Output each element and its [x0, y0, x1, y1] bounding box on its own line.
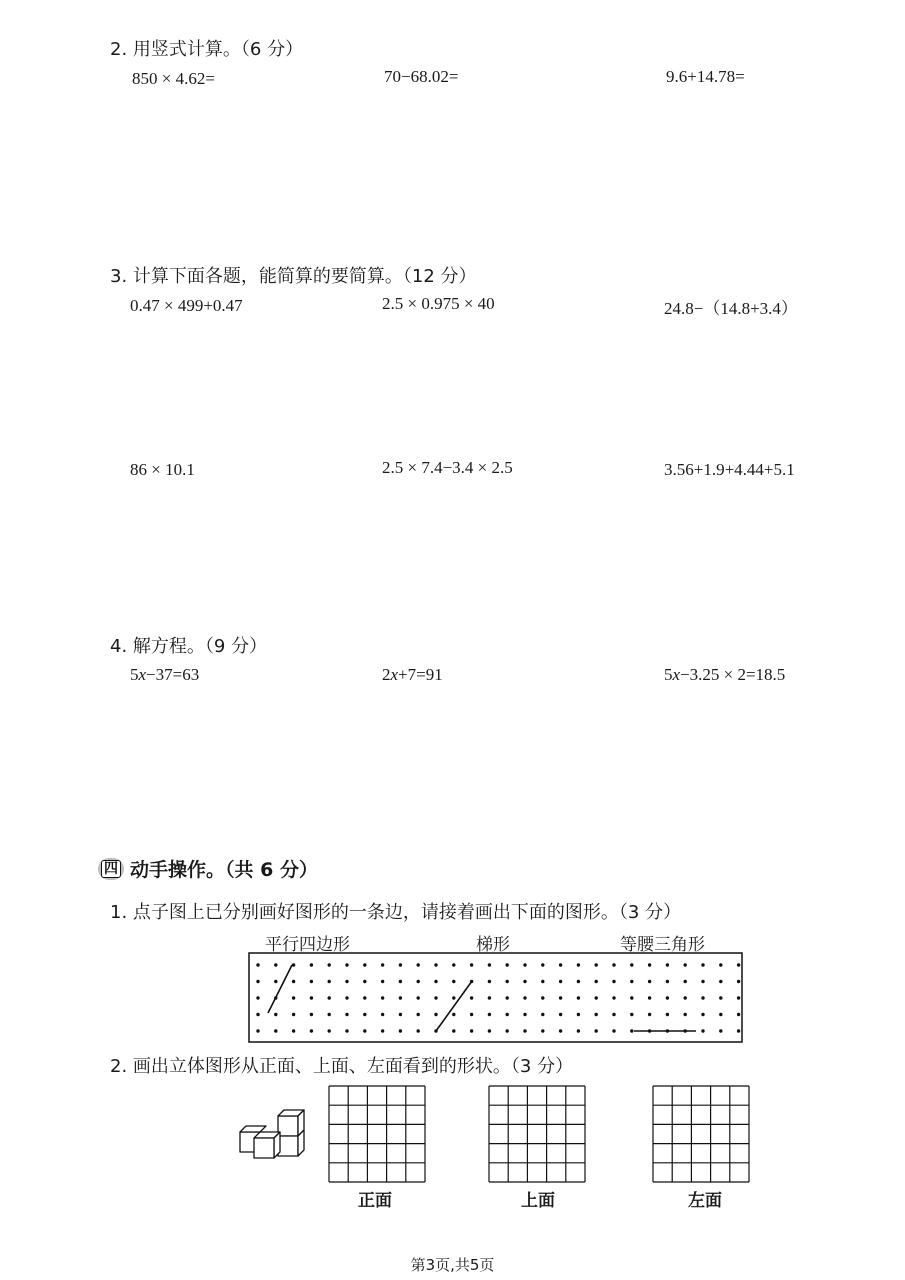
label-front-view: 正面	[358, 1191, 392, 1211]
q4-eq-1-pre: 5	[130, 665, 139, 684]
grid-dot	[310, 1013, 313, 1016]
grid-dot	[666, 1013, 669, 1016]
q3-expr-1: 0.47 × 499+0.47	[130, 296, 243, 315]
dot-grid[interactable]	[248, 952, 744, 1044]
grid-dot	[666, 996, 669, 999]
grid-dot	[612, 980, 615, 983]
grid-dot	[274, 980, 277, 983]
grid-dot	[292, 963, 295, 966]
grid-dot	[523, 980, 526, 983]
grid-top-view[interactable]	[488, 1085, 586, 1183]
grid-dot	[417, 1029, 420, 1032]
grid-dot	[523, 996, 526, 999]
grid-dot	[417, 980, 420, 983]
grid-dot	[399, 1029, 402, 1032]
grid-dot	[648, 963, 651, 966]
q3-expr-6: 3.56+1.9+4.44+5.1	[664, 460, 795, 479]
label-isosceles-triangle: 等腰三角形	[620, 935, 705, 955]
grid-dot	[612, 1013, 615, 1016]
label-parallelogram: 平行四边形	[265, 935, 350, 955]
grid-dot	[256, 1029, 259, 1032]
grid-dot	[256, 980, 259, 983]
grid-dot	[399, 963, 402, 966]
grid-dot	[559, 963, 562, 966]
grid-dot	[541, 996, 544, 999]
q4-eq-1	[130, 665, 199, 685]
grid-dot	[434, 963, 437, 966]
grid-dot	[470, 996, 473, 999]
grid-dot	[434, 996, 437, 999]
grid-dot	[256, 1013, 259, 1016]
op1-title: 1. 点子图上已分别画好图形的一条边，请接着画出下面的图形。（3 分）	[110, 902, 682, 923]
q2-expr-2: 70−68.02=	[384, 67, 459, 86]
grid-dot	[345, 963, 348, 966]
grid-dot	[666, 963, 669, 966]
dot-grid-dots	[256, 963, 740, 1032]
q4-title: 4. 解方程。（9 分）	[110, 636, 268, 657]
grid-dot	[684, 1013, 687, 1016]
q2-title: 2. 用竖式计算。（6 分）	[110, 39, 304, 60]
grid-dot	[523, 1013, 526, 1016]
grid-dot	[292, 1029, 295, 1032]
grid-dot	[381, 980, 384, 983]
grid-dot	[595, 1029, 598, 1032]
grid-dot	[630, 980, 633, 983]
q3-expr-2: 2.5 × 0.975 × 40	[382, 294, 495, 313]
grid-dot	[648, 1013, 651, 1016]
grid-dot	[719, 1029, 722, 1032]
grid-dot	[256, 963, 259, 966]
section-number-badge	[98, 858, 124, 880]
q4-eq-3-pre: 5	[664, 665, 673, 684]
grid-dot	[684, 963, 687, 966]
given-edge-parallelogram	[268, 965, 292, 1013]
label-trapezoid: 梯形	[476, 935, 510, 955]
grid-dot	[381, 996, 384, 999]
grid-dot	[363, 1013, 366, 1016]
grid-dot	[559, 1013, 562, 1016]
q4-eq-1-var: x	[138, 665, 147, 684]
grid-dot	[737, 980, 740, 983]
q3-expr-4: 86 × 10.1	[130, 460, 195, 479]
grid-dot	[292, 1013, 295, 1016]
grid-dot	[701, 1013, 704, 1016]
grid-dot	[274, 963, 277, 966]
grid-dot	[434, 1013, 437, 1016]
grid-dot	[345, 996, 348, 999]
grid-dot	[630, 1013, 633, 1016]
grid-dot	[488, 1013, 491, 1016]
grid-dot	[648, 996, 651, 999]
grid-dot	[363, 996, 366, 999]
grid-dot	[381, 1029, 384, 1032]
grid-dot	[541, 980, 544, 983]
grid-dot	[470, 1013, 473, 1016]
grid-dot	[595, 963, 598, 966]
grid-dot	[417, 1013, 420, 1016]
grid-dot	[488, 1029, 491, 1032]
q4-eq-3-post: −3.25 × 2=18.5	[680, 665, 786, 684]
grid-dot	[577, 1029, 580, 1032]
grid-dot	[719, 1013, 722, 1016]
section-4-heading	[98, 855, 318, 882]
grid-dot	[292, 980, 295, 983]
grid-dot	[541, 963, 544, 966]
grid-dot	[612, 963, 615, 966]
grid-dot	[541, 1029, 544, 1032]
grid-dot	[523, 963, 526, 966]
grid-dot	[452, 963, 455, 966]
grid-dot	[328, 980, 331, 983]
grid-dot	[684, 996, 687, 999]
grid-dot	[648, 980, 651, 983]
grid-dot	[577, 1013, 580, 1016]
grid-dot	[328, 1029, 331, 1032]
grid-dot	[488, 980, 491, 983]
q4-eq-2-pre: 2	[382, 665, 391, 684]
grid-dot	[417, 963, 420, 966]
grid-left-view[interactable]	[652, 1085, 750, 1183]
grid-dot	[701, 996, 704, 999]
q3-expr-5: 2.5 × 7.4−3.4 × 2.5	[382, 458, 513, 477]
grid-dot	[737, 1013, 740, 1016]
grid-dot	[328, 963, 331, 966]
grid-dot	[737, 1029, 740, 1032]
grid-dot	[701, 1029, 704, 1032]
grid-dot	[452, 980, 455, 983]
cube-stack-figure	[240, 1105, 304, 1185]
section-number-text: 四	[101, 860, 121, 878]
grid-dot	[737, 996, 740, 999]
grid-dot	[328, 996, 331, 999]
section-4-title: 动手操作。（共 6 分）	[130, 859, 318, 881]
grid-dot	[719, 996, 722, 999]
grid-dot	[506, 1013, 509, 1016]
label-left-view: 左面	[688, 1191, 722, 1211]
grid-dot	[488, 963, 491, 966]
grid-dot	[417, 996, 420, 999]
q3-title: 3. 计算下面各题，能简算的要简算。（12 分）	[110, 266, 477, 287]
q4-eq-2-var: x	[390, 665, 399, 684]
grid-dot	[523, 1029, 526, 1032]
grid-dot	[363, 963, 366, 966]
grid-dot	[310, 980, 313, 983]
q4-eq-2-post: +7=91	[398, 665, 443, 684]
grid-dot	[737, 963, 740, 966]
grid-dot	[310, 963, 313, 966]
grid-dot	[506, 980, 509, 983]
grid-dot	[470, 1029, 473, 1032]
grid-dot	[488, 996, 491, 999]
grid-dot	[577, 980, 580, 983]
grid-dot	[559, 996, 562, 999]
grid-dot	[612, 996, 615, 999]
grid-dot	[506, 996, 509, 999]
grid-dot	[559, 1029, 562, 1032]
page-footer: 第3页,共5页	[410, 1256, 495, 1274]
grid-dot	[701, 980, 704, 983]
grid-dot	[399, 980, 402, 983]
cube-back-right-front	[278, 1136, 298, 1156]
cube-top-front	[278, 1116, 298, 1136]
cube-back-left-top	[240, 1126, 266, 1132]
grid-dot	[506, 963, 509, 966]
grid-dot	[310, 996, 313, 999]
grid-dot	[363, 980, 366, 983]
grid-dot	[470, 963, 473, 966]
grid-dot	[506, 1029, 509, 1032]
grid-dot	[630, 1029, 633, 1032]
grid-dot	[345, 980, 348, 983]
grid-dot	[434, 980, 437, 983]
grid-dot	[630, 996, 633, 999]
q4-eq-3-var: x	[672, 665, 681, 684]
grid-dot	[345, 1013, 348, 1016]
grid-dot	[559, 980, 562, 983]
grid-dot	[381, 1013, 384, 1016]
cube-front-front	[254, 1138, 274, 1158]
grid-dot	[310, 1029, 313, 1032]
grid-dot	[719, 980, 722, 983]
grid-dot	[363, 1029, 366, 1032]
op2-title: 2. 画出立体图形从正面、上面、左面看到的形状。（3 分）	[110, 1056, 574, 1077]
grid-dot	[595, 980, 598, 983]
grid-dot	[292, 996, 295, 999]
q4-eq-2	[382, 665, 443, 685]
grid-dot	[381, 963, 384, 966]
q4-eq-3	[664, 665, 785, 685]
grid-dot	[595, 996, 598, 999]
q3-expr-3: 24.8−（14.8+3.4）	[664, 299, 798, 318]
q2-expr-1: 850 × 4.62=	[132, 69, 215, 88]
grid-dot	[577, 996, 580, 999]
grid-dot	[541, 1013, 544, 1016]
grid-dot	[399, 996, 402, 999]
grid-dot	[452, 1013, 455, 1016]
grid-dot	[577, 963, 580, 966]
grid-dot	[274, 1029, 277, 1032]
grid-dot	[328, 1013, 331, 1016]
given-edge-trapezoid	[436, 981, 472, 1031]
label-top-view: 上面	[521, 1191, 555, 1211]
grid-dot	[274, 1013, 277, 1016]
grid-dot	[399, 1013, 402, 1016]
q2-expr-3: 9.6+14.78=	[666, 67, 745, 86]
grid-dot	[595, 1013, 598, 1016]
grid-dot	[452, 996, 455, 999]
grid-dot	[666, 980, 669, 983]
grid-front-view[interactable]	[328, 1085, 426, 1183]
grid-dot	[701, 963, 704, 966]
q4-eq-1-post: −37=63	[146, 665, 200, 684]
grid-dot	[630, 963, 633, 966]
grid-dot	[256, 996, 259, 999]
grid-dot	[684, 980, 687, 983]
grid-dot	[719, 963, 722, 966]
grid-dot	[452, 1029, 455, 1032]
grid-dot	[612, 1029, 615, 1032]
grid-dot	[345, 1029, 348, 1032]
